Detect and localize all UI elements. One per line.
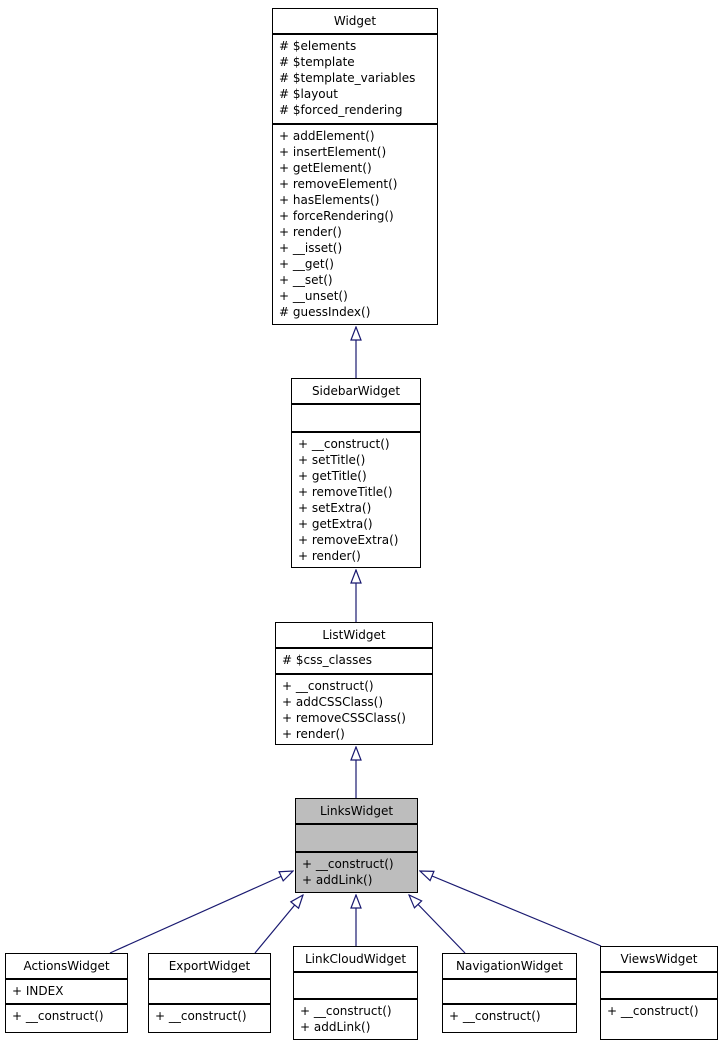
class-name: LinkCloudWidget	[304, 952, 407, 966]
member-line: + setTitle()	[298, 453, 366, 467]
attributes-compartment	[6, 980, 127, 1003]
member-line: + __construct()	[282, 679, 374, 693]
member-line: # guessIndex()	[279, 305, 371, 319]
class-name: NavigationWidget	[456, 959, 563, 973]
edge-viewswidget-to-linkswidget	[420, 871, 601, 946]
member-line: + render()	[282, 727, 345, 741]
class-name: ListWidget	[322, 628, 386, 642]
class-name: Widget	[333, 14, 377, 28]
methods-compartment	[443, 1005, 576, 1032]
class-name: ActionsWidget	[23, 959, 110, 973]
member-line: + __construct()	[155, 1009, 247, 1023]
member-line: + __unset()	[279, 289, 348, 303]
attributes-compartment	[443, 980, 576, 1003]
member-line: # $template_variables	[279, 71, 416, 85]
class-node-widget[interactable]	[272, 8, 438, 325]
methods-compartment	[296, 853, 417, 892]
member-line: + addLink()	[300, 1020, 371, 1034]
class-node-linkswidget[interactable]	[295, 798, 418, 893]
member-line: + hasElements()	[279, 193, 380, 207]
member-line: + forceRendering()	[279, 209, 394, 223]
member-line: + getExtra()	[298, 517, 373, 531]
class-name: ExportWidget	[168, 959, 251, 973]
member-line: + addCSSClass()	[282, 695, 384, 709]
member-line: + addElement()	[279, 129, 375, 143]
member-line: + getElement()	[279, 161, 372, 175]
member-line: # $layout	[279, 87, 338, 101]
member-line: + __construct()	[302, 857, 394, 871]
methods-compartment	[601, 1000, 717, 1039]
class-node-actionswidget[interactable]	[5, 953, 128, 1033]
member-line: + __construct()	[300, 1004, 392, 1018]
edge-navigationwidget-to-linkswidget	[409, 895, 465, 953]
member-line: + removeElement()	[279, 177, 398, 191]
member-line: + __construct()	[607, 1004, 699, 1018]
class-node-listwidget[interactable]	[275, 622, 433, 745]
methods-compartment	[292, 433, 420, 567]
class-name: ViewsWidget	[620, 952, 698, 966]
member-line: + addLink()	[302, 873, 373, 887]
class-node-viewswidget[interactable]	[600, 946, 718, 1040]
attributes-compartment	[294, 973, 417, 998]
member-line: + render()	[298, 549, 361, 563]
attributes-compartment	[296, 825, 417, 851]
member-line: + INDEX	[12, 984, 64, 998]
member-line: + __construct()	[449, 1009, 541, 1023]
member-line: + getTitle()	[298, 469, 367, 483]
member-line: # $template	[279, 55, 355, 69]
member-line: + render()	[279, 225, 342, 239]
methods-compartment	[6, 1005, 127, 1032]
member-line: + removeTitle()	[298, 485, 393, 499]
edge-actionswidget-to-linkswidget	[110, 871, 293, 953]
member-line: + __construct()	[12, 1009, 104, 1023]
member-line: + removeExtra()	[298, 533, 399, 547]
attributes-compartment	[276, 649, 432, 673]
member-line: + insertElement()	[279, 145, 387, 159]
attributes-compartment	[273, 35, 437, 123]
member-line: + __get()	[279, 257, 334, 271]
class-node-linkcloudwidget[interactable]	[293, 946, 418, 1040]
member-line: + __construct()	[298, 437, 390, 451]
class-node-exportwidget[interactable]	[148, 953, 271, 1033]
attributes-compartment	[149, 980, 270, 1003]
member-line: + setExtra()	[298, 501, 372, 515]
member-line: + __set()	[279, 273, 333, 287]
attributes-compartment	[292, 405, 420, 431]
member-line: + removeCSSClass()	[282, 711, 406, 725]
member-line: # $elements	[279, 39, 357, 53]
member-line: # $css_classes	[282, 653, 373, 667]
edge-exportwidget-to-linkswidget	[255, 895, 303, 953]
member-line: # $forced_rendering	[279, 103, 403, 117]
class-name: LinksWidget	[319, 804, 394, 818]
methods-compartment	[294, 1000, 417, 1039]
member-line: + __isset()	[279, 241, 343, 255]
methods-compartment	[273, 125, 437, 324]
class-name: SidebarWidget	[311, 384, 401, 398]
class-node-sidebarwidget[interactable]	[291, 378, 421, 568]
methods-compartment	[149, 1005, 270, 1032]
attributes-compartment	[601, 973, 717, 998]
methods-compartment	[276, 675, 432, 744]
class-node-navigationwidget[interactable]	[442, 953, 577, 1033]
